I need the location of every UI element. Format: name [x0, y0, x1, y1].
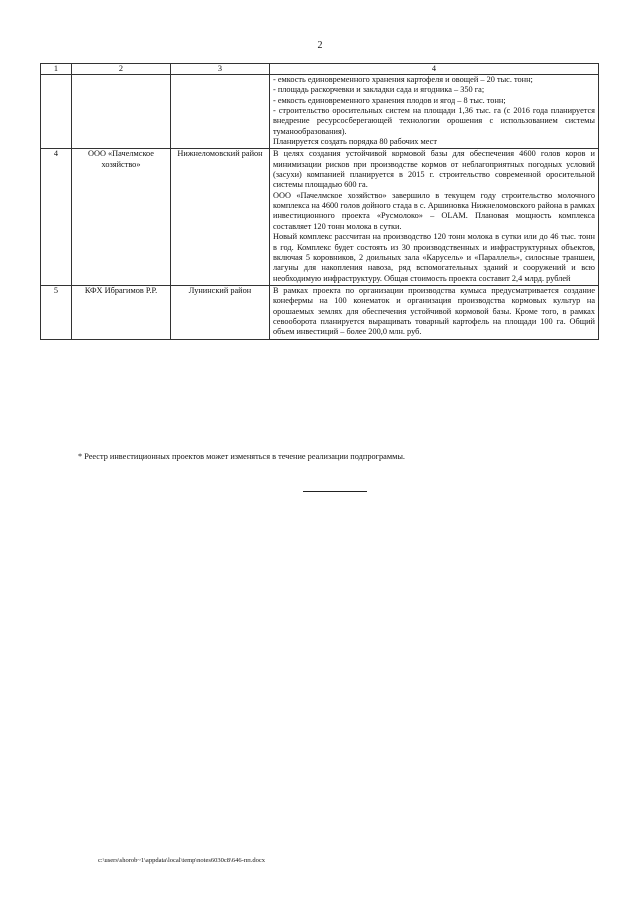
- organization-cell: ООО «Пачелмское хозяйство»: [72, 149, 171, 285]
- column-header-4: 4: [270, 64, 599, 75]
- column-header-1: 1: [41, 64, 72, 75]
- description-paragraph: Новый комплекс рассчитан на производство 120 тонн молока в сутки или до 46 тыс. тонн в год. Комплекс будет состоять из 30 производственных и инфраструктурных объектов, включая 5 коровников, 2 доильных зала «Карусель» и «Параллель», силосные траншеи, лагуны для накопления навоза, ряд вспомогательных зданий и сооружений и всю необходимую инфраструктуру. Общая стоимость проекта составит 2,4 млрд. рублей: [273, 232, 595, 283]
- description-line: Планируется создать порядка 80 рабочих мест: [273, 137, 437, 147]
- district-cell: Нижнеломовский район: [171, 149, 270, 285]
- description-paragraph: В целях создания устойчивой кормовой базы для обеспечения 4600 голов коров и минимизации рисков при производстве кормов от неблагоприятных погодных условий (засухи) компанией планируется в 2015 г. строительство современной оросительной системы площадью 600 га.: [273, 149, 595, 190]
- description-cell: [270, 75, 599, 149]
- description-cell: [270, 149, 599, 285]
- column-header-2: 2: [72, 64, 171, 75]
- row-number-cell: 4: [41, 149, 72, 285]
- district-cell: [171, 75, 270, 149]
- investment-projects-table: [40, 63, 599, 340]
- description-line: - строительство оросительных систем на площади 1,36 тыс. га (с 2016 года планируется внедрение ресурсосберегающей технологии орошения с использованием системы туманообразования).: [273, 106, 595, 136]
- table-header-row: [41, 64, 599, 75]
- table-row: [41, 149, 599, 285]
- row-number-cell: [41, 75, 72, 149]
- organization-cell: [72, 75, 171, 149]
- table-row: [41, 285, 599, 339]
- description-paragraph: ООО «Пачелмское хозяйство» завершило в текущем году строительство молочного комплекса на 4600 голов дойного стада в с. Аршиновка Нижнеломовского района в рамках инвестиционного проекта «Русмолоко» – OLAM. Плановая мощность комплекса составляет 120 тонн молока в сутки.: [273, 190, 595, 231]
- description-cell: [270, 285, 599, 339]
- description-paragraph: В рамках проекта по организации производства кумыса предусматривается создание конефермы на 100 конематок и организация производства кормовых культур на орошаемых землях для обеспечения устойчивой кормовой базы. Кроме того, в рамках севооборота планируется выращивать товарный картофель на площади 100 га. Общий объем инвестиций – более 200,0 млн. руб.: [273, 285, 595, 337]
- column-header-3: 3: [171, 64, 270, 75]
- description-line: - емкость единовременного хранения плодов и ягод – 8 тыс. тонн;: [273, 95, 506, 105]
- separator-line: [303, 491, 367, 492]
- page-number: 2: [317, 40, 323, 51]
- file-path: c:\users\shorob~1\appdata\local\temp\notes6030c8\646-пп.docx: [98, 857, 265, 864]
- description-line: - емкость единовременного хранения картофеля и овощей – 20 тыс. тонн;: [273, 75, 533, 84]
- description-line: - площадь раскорчевки и закладки сада и ягодника – 350 га;: [273, 85, 485, 95]
- organization-cell: КФХ Ибрагимов Р.Р.: [72, 285, 171, 339]
- row-number-cell: 5: [41, 285, 72, 339]
- district-cell: Лунинский район: [171, 285, 270, 339]
- table-row: [41, 75, 599, 149]
- footnote: * Реестр инвестиционных проектов может изменяться в течение реализации подпрограммы.: [78, 452, 405, 461]
